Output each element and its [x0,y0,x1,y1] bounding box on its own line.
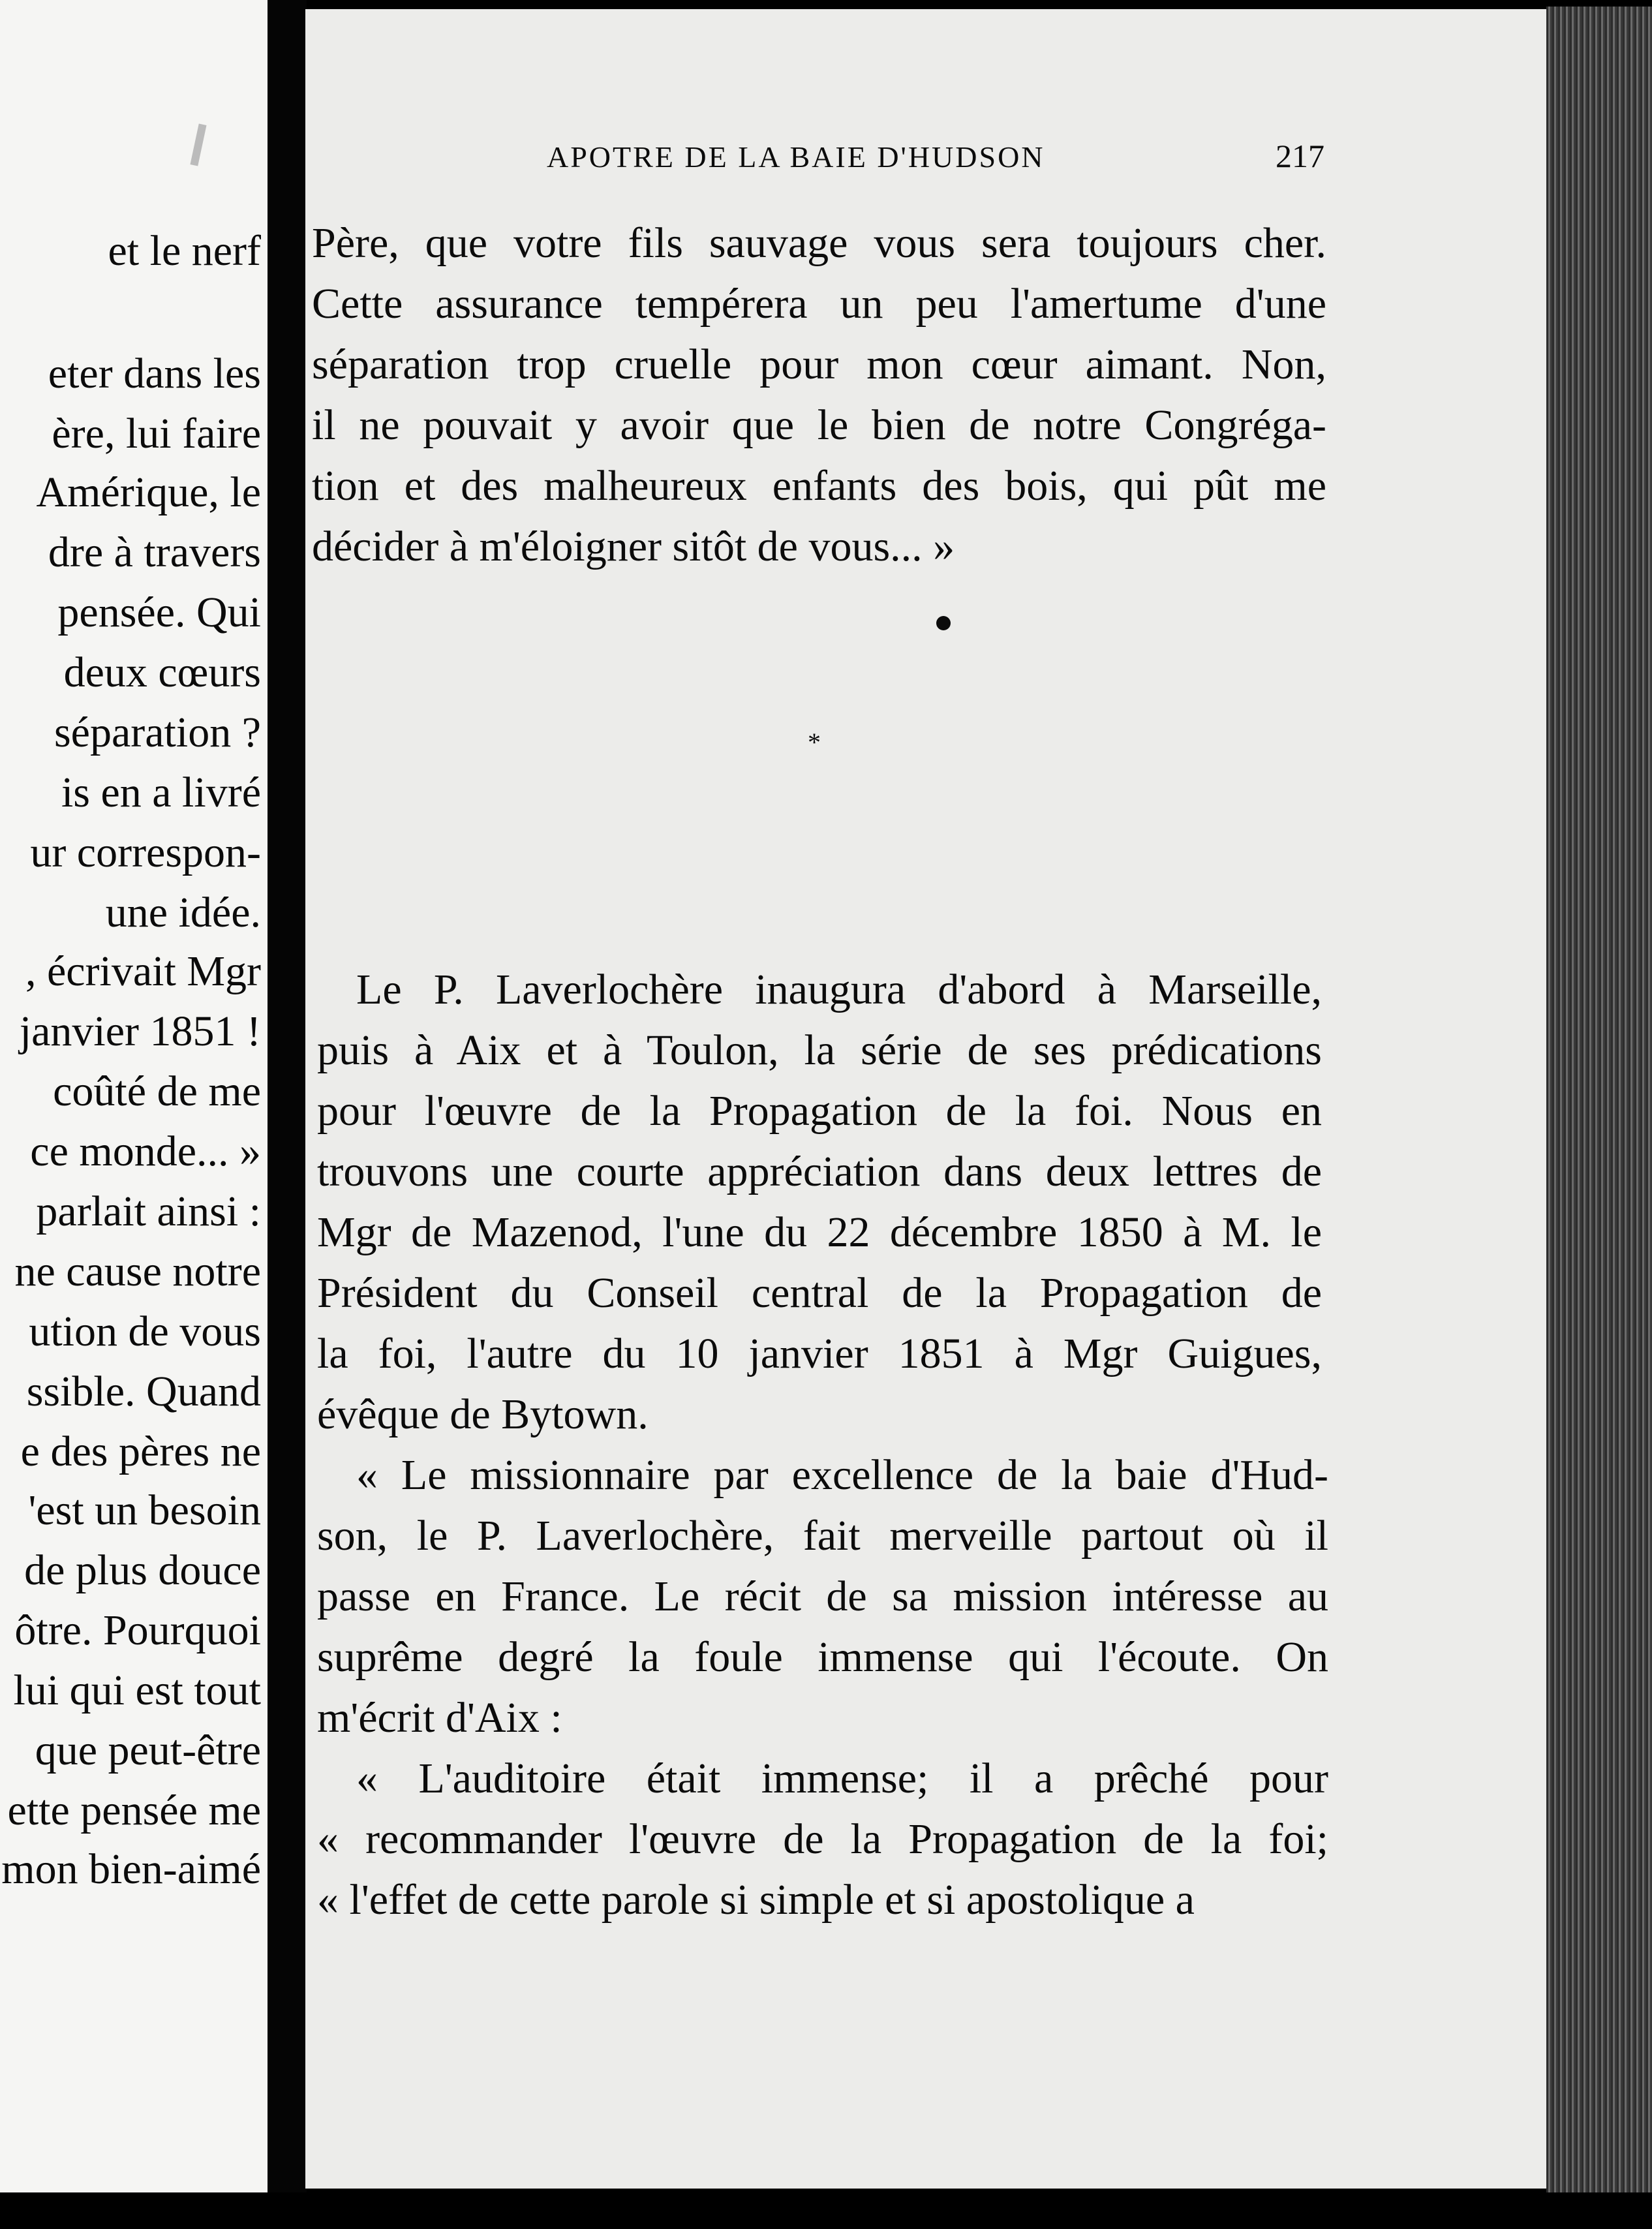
left-page-line: 'est un besoin [28,1486,261,1534]
text-line: « Le missionnaire par excellence de la baie d'Hud- [356,1451,1328,1499]
left-page-line: parlait ainsi : [36,1188,261,1235]
left-page-line: ution de vous [29,1308,261,1355]
left-page-line: ère, lui faire [52,410,261,457]
left-page-line: de plus douce [24,1546,261,1594]
text-line: Président du Conseil central de la Propagation de [317,1269,1322,1317]
paragraph-quote-mazenod [317,1445,1328,1748]
left-page-line: ur correspon- [30,829,261,876]
book-gutter [268,0,307,2229]
text-line: la foi, l'autre du 10 janvier 1851 à Mgr Guigues, [317,1330,1322,1377]
text-line: décider à m'éloigner sitôt de vous... » [312,523,955,570]
scan-bottom-edge [0,2192,1652,2229]
left-page-line: dre à travers [48,529,261,576]
paragraph-quote-aix [317,1748,1328,1930]
left-page [0,0,268,2229]
text-line: puis à Aix et à Toulon, la série de ses prédications [317,1026,1322,1074]
left-page-line: e des pères ne [20,1428,261,1475]
left-page-line: pensée. Qui [57,589,261,636]
left-page-line: , écrivait Mgr [25,947,261,995]
text-line: il ne pouvait y avoir que le bien de notre Congréga- [312,401,1326,449]
text-line: m'écrit d'Aix : [317,1694,562,1742]
paragraph-laverlochere [317,959,1322,1445]
ornament-dot [936,616,951,630]
left-page-line: ôtre. Pourquoi [14,1606,261,1654]
right-page [305,9,1565,2189]
text-line: séparation trop cruelle pour mon cœur aimant. Non, [312,341,1326,388]
left-page-line: séparation ? [54,709,261,756]
page-number: 217 [1276,138,1324,174]
text-line: suprême degré la foule immense qui l'écoute. On [317,1633,1328,1681]
page-edges [1546,7,1652,2192]
left-page-line: is en a livré [61,769,261,816]
text-line: Cette assurance tempérera un peu l'amertume d'une [312,280,1326,328]
left-page-line: ce monde... » [30,1128,261,1175]
left-page-line: mon bien-aimé [1,1845,261,1893]
text-line: trouvons une courte appréciation dans deux lettres de [317,1148,1322,1195]
text-line: « l'effet de cette parole si simple et si apostolique a [317,1876,1195,1924]
left-page-line: et le nerf [108,227,261,275]
text-line: évêque de Bytown. [317,1391,649,1438]
text-line: passe en France. Le récit de sa mission intéresse au [317,1573,1328,1620]
left-page-line: ette pensée me [7,1787,261,1834]
text-line: Le P. Laverlochère inaugura d'abord à Marseille, [356,966,1322,1013]
left-page-line: deux cœurs [63,649,261,696]
left-page-line: coûté de me [53,1068,261,1115]
left-page-line: Amérique, le [36,469,261,516]
text-line: Mgr de Mazenod, l'une du 22 décembre 1850 à M. le [317,1208,1322,1256]
text-line: « recommander l'œuvre de la Propagation de la foi; [317,1815,1328,1863]
left-page-line: ne cause notre [14,1248,261,1295]
text-line: pour l'œuvre de la Propagation de la foi. Nous en [317,1087,1322,1135]
running-header: APOTRE DE LA BAIE D'HUDSON [547,140,1045,174]
left-page-line: janvier 1851 ! [19,1007,261,1055]
pencil-mark [190,123,206,166]
text-line: son, le P. Laverlochère, fait merveille partout où il [317,1512,1328,1560]
text-line: tion et des malheureux enfants des bois, qui pût me [312,462,1326,510]
left-page-line: lui qui est tout [13,1667,261,1714]
left-page-line: que peut-être [35,1727,261,1774]
left-page-line: une idée. [105,889,261,936]
ornament-star: * [808,728,821,757]
text-line: « L'auditoire était immense; il a prêché pour [356,1755,1328,1802]
left-page-line: ssible. Quand [26,1368,261,1415]
left-page-line: eter dans les [48,350,261,397]
text-line: Père, que votre fils sauvage vous sera toujours cher. [312,219,1326,267]
letter-ending [312,213,1326,577]
